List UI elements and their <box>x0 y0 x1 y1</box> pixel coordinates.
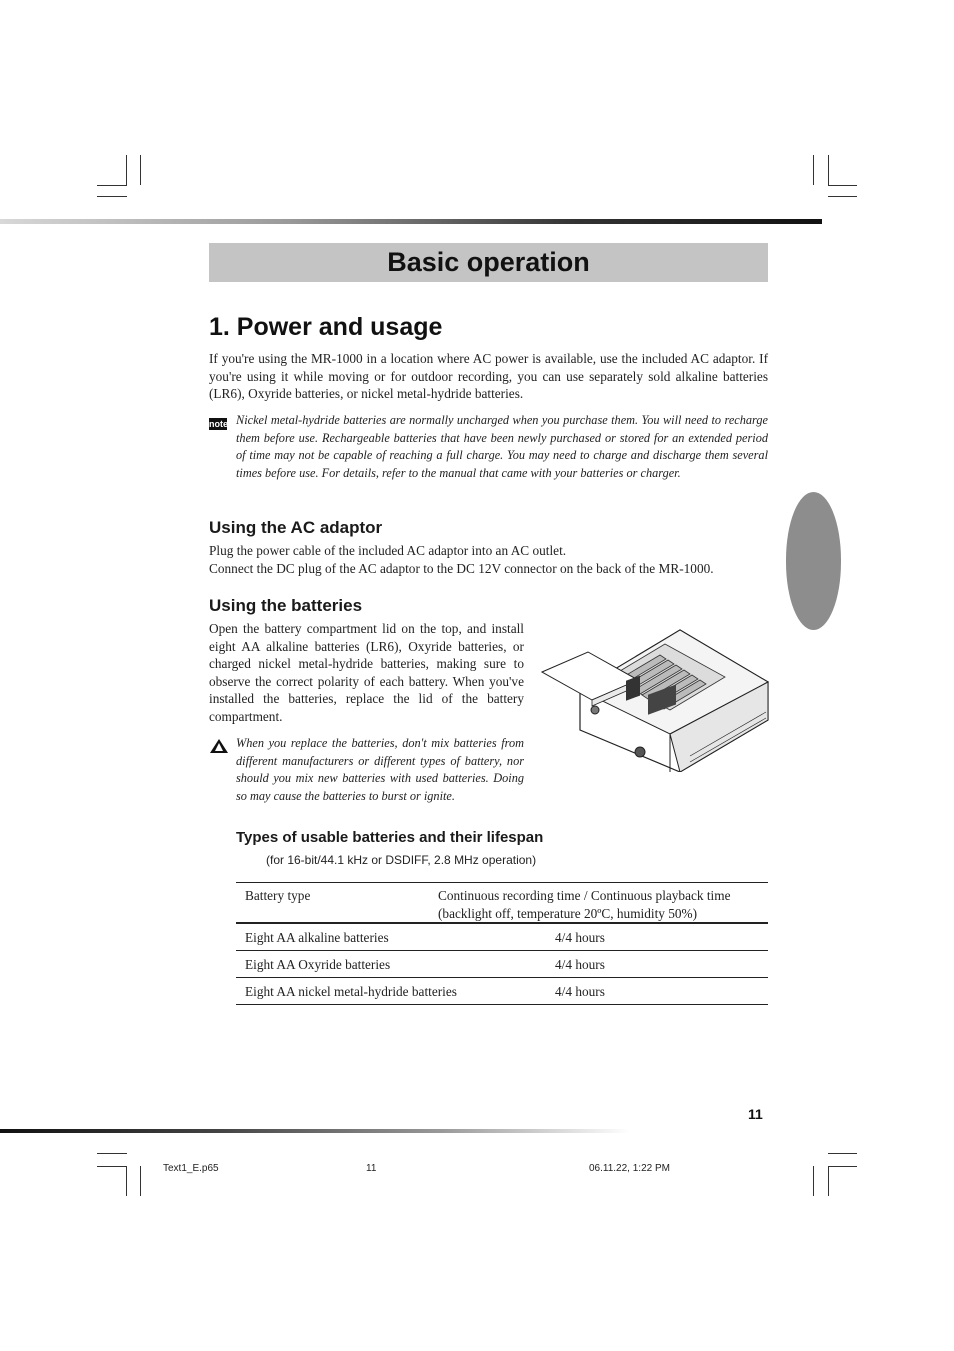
table-header-time-line-1: Continuous recording time / Continuous playback time <box>438 888 731 903</box>
page-number: 11 <box>748 1106 763 1122</box>
footer-page: 11 <box>366 1163 377 1174</box>
note-icon-label: note <box>209 419 228 429</box>
crop-mark <box>828 155 829 185</box>
table-header-time-line-2: (backlight off, temperature 20ºC, humidity 50%) <box>438 906 698 921</box>
table-header-rule <box>236 922 768 924</box>
note-text: Nickel metal-hydride batteries are normally uncharged when you purchase them. You will need to recharge them before use. Rechargeable batteries that have been newly purchased or stored for an extended period of time may not be capable of reaching a full charge. You may need to charge and discharge them several times before use. For details, refer to the manual that came with your batteries or charger. <box>236 413 768 480</box>
footer-filename: Text1_E.p65 <box>163 1163 219 1174</box>
crop-mark <box>828 185 857 186</box>
table-row-rule <box>236 950 768 951</box>
warning-icon <box>209 738 229 754</box>
crop-mark <box>126 155 127 185</box>
crop-mark <box>97 1166 127 1167</box>
crop-mark <box>126 1166 127 1196</box>
table-top-rule <box>236 882 768 883</box>
page-heading: 1. Power and usage <box>209 313 443 341</box>
footer-date: 06.11.22, 1:22 PM <box>589 1163 670 1174</box>
ac-adaptor-line-2: Connect the DC plug of the AC adaptor to the DC 12V connector on the back of the MR-1000. <box>209 561 714 576</box>
crop-mark <box>140 155 141 185</box>
lifespan-heading: Types of usable batteries and their lifespan <box>236 829 544 846</box>
batteries-paragraph: Open the battery compartment lid on the top, and install eight AA alkaline batteries (LR6), Oxyride batteries, or charged nickel metal-hydride batteries, making sure to observe the correct polarity of each battery. When you've installed the batteries, replace the lid of the battery compartment. <box>209 621 524 724</box>
crop-mark <box>97 196 127 197</box>
crop-mark <box>828 1166 829 1196</box>
crop-mark <box>828 1166 857 1167</box>
table-row-type: Eight AA alkaline batteries <box>245 930 389 945</box>
header-rule <box>0 219 822 224</box>
crop-mark <box>828 1153 857 1154</box>
table-row-rule <box>236 977 768 978</box>
crop-mark <box>97 185 127 186</box>
batteries-heading: Using the batteries <box>209 596 363 615</box>
ac-adaptor-heading: Using the AC adaptor <box>209 518 383 537</box>
batteries-warning: When you replace the batteries, don't mix batteries from different manufacturers or different types of battery, nor should you mix new batteries with used batteries. Doing so may cause the batteries to burst or ignite. <box>236 736 524 803</box>
table-row-time: 4/4 hours <box>555 984 605 999</box>
footer-rule <box>0 1129 630 1133</box>
section-banner-title: Basic operation <box>387 247 590 277</box>
table-bottom-rule <box>236 1004 768 1005</box>
crop-mark <box>813 155 814 185</box>
section-banner <box>209 243 768 282</box>
table-row-type: Eight AA nickel metal-hydride batteries <box>245 984 457 999</box>
crop-mark <box>97 1153 127 1154</box>
device-illustration <box>540 622 770 772</box>
note-icon <box>209 418 227 430</box>
intro-paragraph: If you're using the MR-1000 in a location where AC power is available, use the included AC adaptor. If you're using it while moving or for outdoor recording, you can use separately sold alkaline batteries (LR6), Oxyride batteries, or nickel metal-hydride batteries. <box>209 351 768 402</box>
lifespan-condition: (for 16-bit/44.1 kHz or DSDIFF, 2.8 MHz operation) <box>266 853 537 867</box>
crop-mark <box>828 196 857 197</box>
table-row-type: Eight AA Oxyride batteries <box>245 957 391 972</box>
table-row-time: 4/4 hours <box>555 957 605 972</box>
crop-mark <box>813 1166 814 1196</box>
table-header-battery-type: Battery type <box>245 888 311 903</box>
table-row-time: 4/4 hours <box>555 930 605 945</box>
ac-adaptor-line-1: Plug the power cable of the included AC adaptor into an AC outlet. <box>209 543 567 558</box>
chapter-thumb-tab <box>786 492 841 630</box>
crop-mark <box>140 1166 141 1196</box>
